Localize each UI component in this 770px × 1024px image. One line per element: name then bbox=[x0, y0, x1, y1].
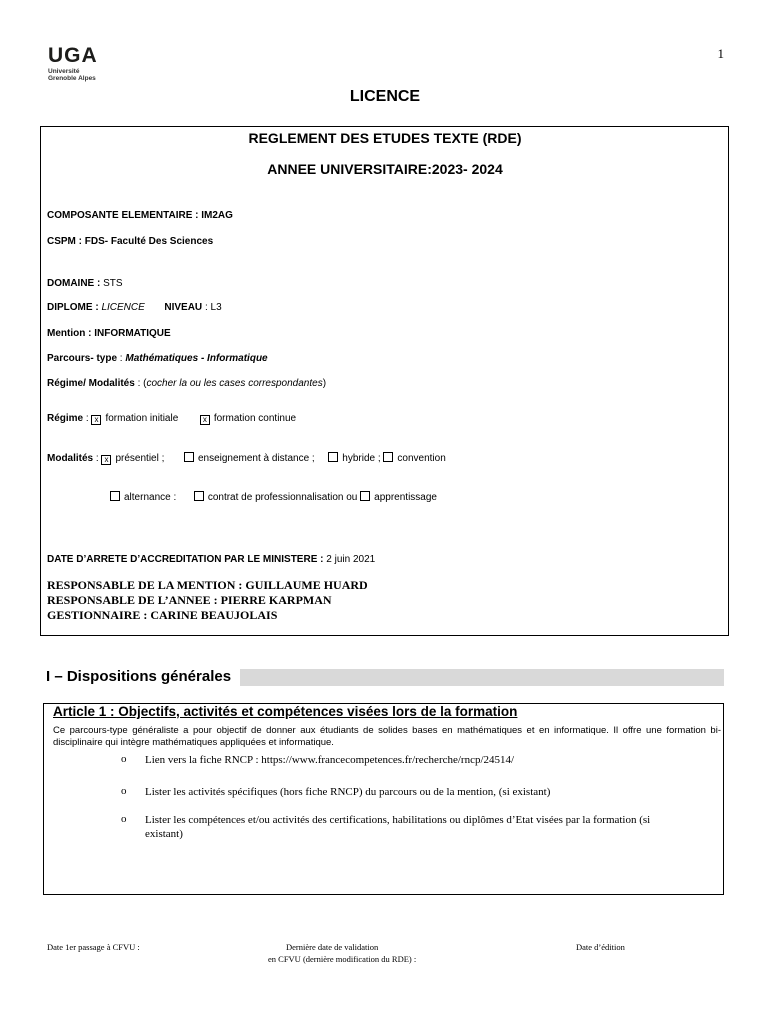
checkbox-apprentissage[interactable] bbox=[360, 491, 370, 501]
modalite-hybride: hybride ; bbox=[342, 453, 381, 464]
modalites-line-2 bbox=[110, 491, 437, 503]
responsable-annee: RESPONSABLE DE L’ANNEE : PIERRE KARPMAN bbox=[47, 593, 332, 607]
responsable-mention: RESPONSABLE DE LA MENTION : GUILLAUME HUARD bbox=[47, 578, 368, 592]
page-number: 1 bbox=[717, 46, 724, 61]
regime-option-continue: formation continue bbox=[213, 413, 297, 424]
modalite-distance: enseignement à distance ; bbox=[197, 453, 315, 464]
accreditation-date-line bbox=[47, 554, 375, 565]
diplome-label: DIPLOME : bbox=[47, 302, 102, 313]
regime-modalites-hint-close: ) bbox=[322, 378, 327, 389]
article-description: Ce parcours-type généraliste a pour objectif de donner aux étudiants de solides bases en mathématiques et en informatique. Il offre une formation bi-disciplinaire qui intègre mathématiques appliquées et informatique. bbox=[53, 725, 721, 748]
checkbox-hybride[interactable] bbox=[328, 452, 338, 462]
section-title-bar bbox=[240, 669, 724, 686]
domaine-label: DOMAINE : bbox=[47, 278, 104, 289]
checkbox-formation-initiale[interactable]: x bbox=[91, 415, 101, 425]
checkbox-formation-continue[interactable]: x bbox=[200, 415, 210, 425]
regime-label: Régime bbox=[47, 413, 84, 424]
regime-sep: : bbox=[83, 413, 92, 424]
bullet-marker: o bbox=[121, 753, 127, 765]
parcours-sep: : bbox=[117, 353, 126, 364]
composante-line: COMPOSANTE ELEMENTAIRE : IM2AG bbox=[47, 210, 233, 221]
niveau-label: NIVEAU bbox=[164, 302, 203, 313]
regime-modalites-hint-open: : ( bbox=[134, 378, 147, 389]
checkbox-convention[interactable] bbox=[383, 452, 393, 462]
logo-sub-line-2: Grenoble Alpes bbox=[48, 75, 96, 82]
footer-validation-line-1: Dernière date de validation bbox=[286, 942, 379, 952]
modalites-line bbox=[47, 452, 446, 465]
bullet-marker: o bbox=[121, 785, 127, 797]
footer-cfvu-first-date: Date 1er passage à CFVU : bbox=[47, 942, 140, 952]
diplome-value: LICENCE bbox=[101, 302, 145, 313]
regime-line bbox=[47, 413, 296, 425]
domaine-line bbox=[47, 278, 123, 289]
uga-logo: UGA bbox=[48, 44, 98, 67]
accreditation-date-value: 2 juin 2021 bbox=[326, 554, 376, 565]
checkbox-presentiel[interactable]: x bbox=[101, 455, 111, 465]
cspm-line: CSPM : FDS- Faculté Des Sciences bbox=[47, 236, 214, 247]
logo-sub-line-1: Université bbox=[48, 68, 80, 75]
article-title: Article 1 : Objectifs, activités et compétences visées lors de la formation bbox=[53, 704, 518, 719]
checkbox-distance[interactable] bbox=[184, 452, 194, 462]
modalites-label: Modalités bbox=[47, 453, 94, 464]
diplome-line bbox=[47, 302, 222, 313]
parcours-line bbox=[47, 353, 268, 364]
modalites-sep: : bbox=[93, 453, 102, 464]
parcours-value: Mathématiques - Informatique bbox=[125, 353, 268, 364]
mention-line: Mention : INFORMATIQUE bbox=[47, 328, 171, 339]
niveau-value: : L3 bbox=[202, 302, 222, 313]
parcours-label: Parcours- type bbox=[47, 353, 118, 364]
regime-modalites-line bbox=[47, 378, 326, 389]
rde-title: REGLEMENT DES ETUDES TEXTE (RDE) bbox=[248, 130, 522, 146]
document-title: LICENCE bbox=[349, 88, 421, 105]
bullet-competences: Lister les compétences et/ou activités des certifications, habilitations ou diplômes d’Etat visées par la formation (si existant) bbox=[145, 814, 651, 840]
gestionnaire: GESTIONNAIRE : CARINE BEAUJOLAIS bbox=[47, 608, 278, 622]
checkbox-alternance[interactable] bbox=[110, 491, 120, 501]
regime-option-initiale: formation initiale bbox=[105, 413, 179, 424]
uga-logo-subtitle bbox=[48, 68, 96, 82]
domaine-value: STS bbox=[103, 278, 123, 289]
modalite-convention: convention bbox=[397, 453, 446, 464]
modalite-contrat-pro: contrat de professionnalisation ou bbox=[207, 492, 358, 503]
footer-edition-date: Date d’édition bbox=[576, 942, 625, 952]
accreditation-date-label: DATE D’ARRETE D’ACCREDITATION PAR LE MINISTERE : bbox=[47, 554, 327, 565]
bullet-marker: o bbox=[121, 813, 127, 825]
bullet-rncp-link[interactable]: Lien vers la fiche RNCP : https://www.francecompetences.fr/recherche/rncp/24514/ bbox=[145, 754, 515, 766]
regime-modalites-label: Régime/ Modalités bbox=[47, 378, 135, 389]
modalite-presentiel: présentiel ; bbox=[115, 453, 165, 464]
section-title: I – Dispositions générales bbox=[46, 668, 232, 685]
bullet-activites: Lister les activités spécifiques (hors fiche RNCP) du parcours ou de la mention, (si existant) bbox=[145, 786, 551, 798]
modalite-alternance: alternance : bbox=[124, 492, 177, 503]
regime-modalites-hint: cocher la ou les cases correspondantes bbox=[146, 378, 323, 389]
checkbox-contrat-pro[interactable] bbox=[194, 491, 204, 501]
footer-validation-line-2: en CFVU (dernière modification du RDE) : bbox=[268, 954, 417, 964]
academic-year-title: ANNEE UNIVERSITAIRE:2023- 2024 bbox=[267, 161, 503, 177]
modalite-apprentissage: apprentissage bbox=[374, 492, 437, 503]
